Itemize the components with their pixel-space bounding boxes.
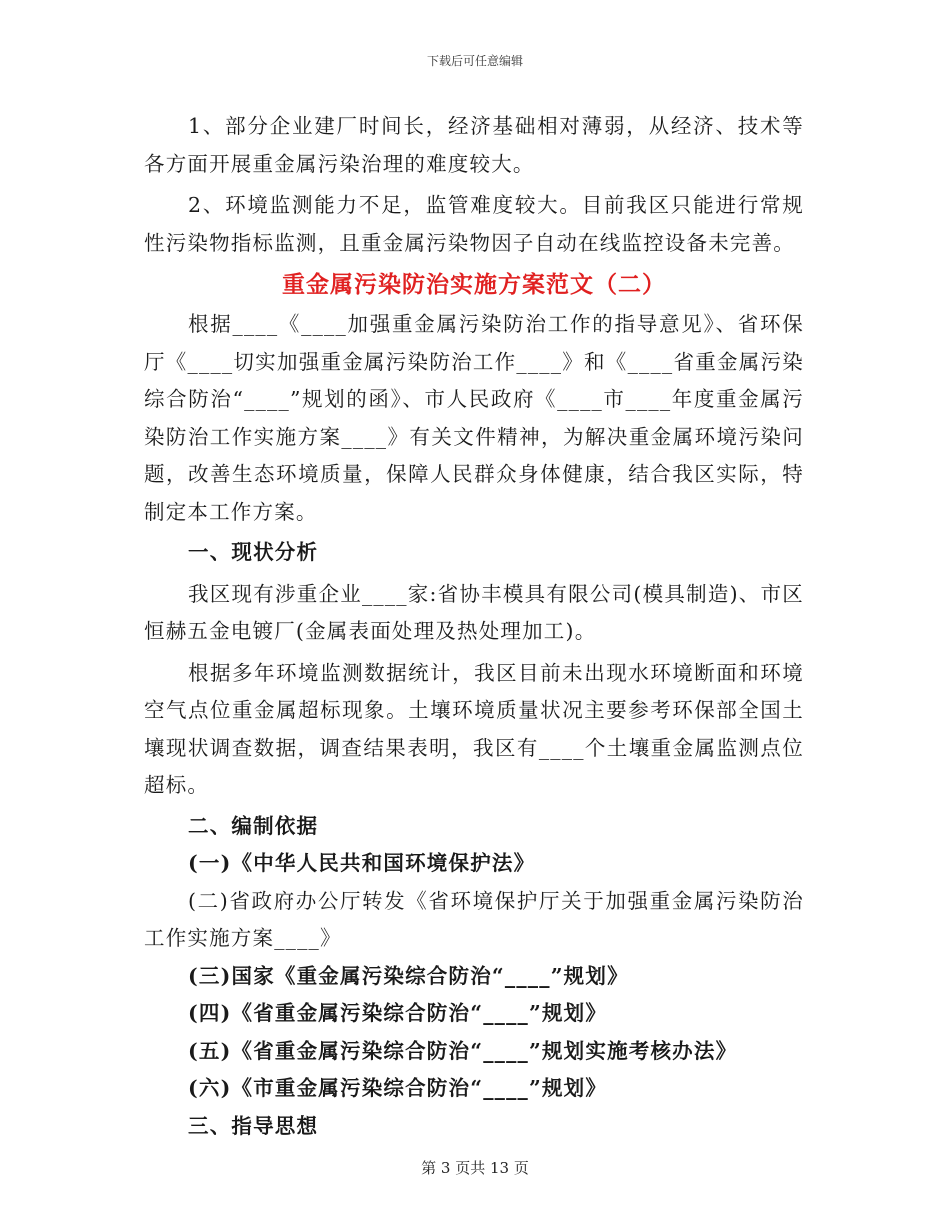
basis-item-2: (二)省政府办公厅转发《省环境保护厅关于加强重金属污染防治工作实施方案____》 bbox=[144, 888, 804, 950]
page-footer: 第 3 页共 13 页 bbox=[421, 1159, 529, 1177]
paragraph-3: 根据____《____加强重金属污染防治工作的指导意见》、省环保厅《____切实加强重金属污染防治工作____》和《____省重金属污染综合防治“____”规划的函》、市人民政府《____市____年度重金属污染防治工作实施方案____》有关文件精神，为解决重金属环境污染问题，改善生态环境质量，保障人民群众身体健康，结合我区实际，特制定本工作方案。 bbox=[144, 312, 804, 524]
page-header: 下载后可任意编辑 bbox=[426, 54, 523, 68]
basis-item-6: (六)《市重金属污染综合防治“____”规划》 bbox=[188, 1076, 608, 1100]
paragraph-1: 1、部分企业建厂时间长，经济基础相对薄弱，从经济、技术等各方面开展重金属污染治理的难度较大。 bbox=[144, 114, 804, 176]
section-heading-2: 二、编制依据 bbox=[188, 813, 319, 838]
paragraph-4: 我区现有涉重企业____家:省协丰模具有限公司(模具制造)、市区恒赫五金电镀厂(金属表面处理及热处理加工)。 bbox=[144, 581, 804, 643]
paragraph-5: 根据多年环境监测数据统计，我区目前未出现水环境断面和环境空气点位重金属超标现象。土壤环境质量状况主要参考环保部全国土壤现状调查数据，调查结果表明，我区有____个土壤重金属监测点位超标。 bbox=[144, 660, 804, 797]
basis-item-1: (一)《中华人民共和国环境保护法》 bbox=[188, 851, 536, 875]
basis-item-3: (三)国家《重金属污染综合防治“____”规划》 bbox=[188, 963, 629, 988]
document-body bbox=[144, 108, 804, 1145]
basis-item-4: (四)《省重金属污染综合防治“____”规划》 bbox=[188, 1001, 608, 1025]
section-heading-1: 一、现状分析 bbox=[188, 540, 319, 564]
document-title: 重金属污染防治实施方案范文（二） bbox=[282, 271, 666, 298]
basis-item-5: (五)《省重金属污染综合防治“____”规划实施考核办法》 bbox=[188, 1038, 738, 1063]
section-heading-3: 三、指导思想 bbox=[188, 1113, 319, 1138]
paragraph-2: 2、环境监测能力不足，监管难度较大。目前我区只能进行常规性污染物指标监测，且重金属污染物因子自动在线监控设备未完善。 bbox=[144, 193, 804, 255]
